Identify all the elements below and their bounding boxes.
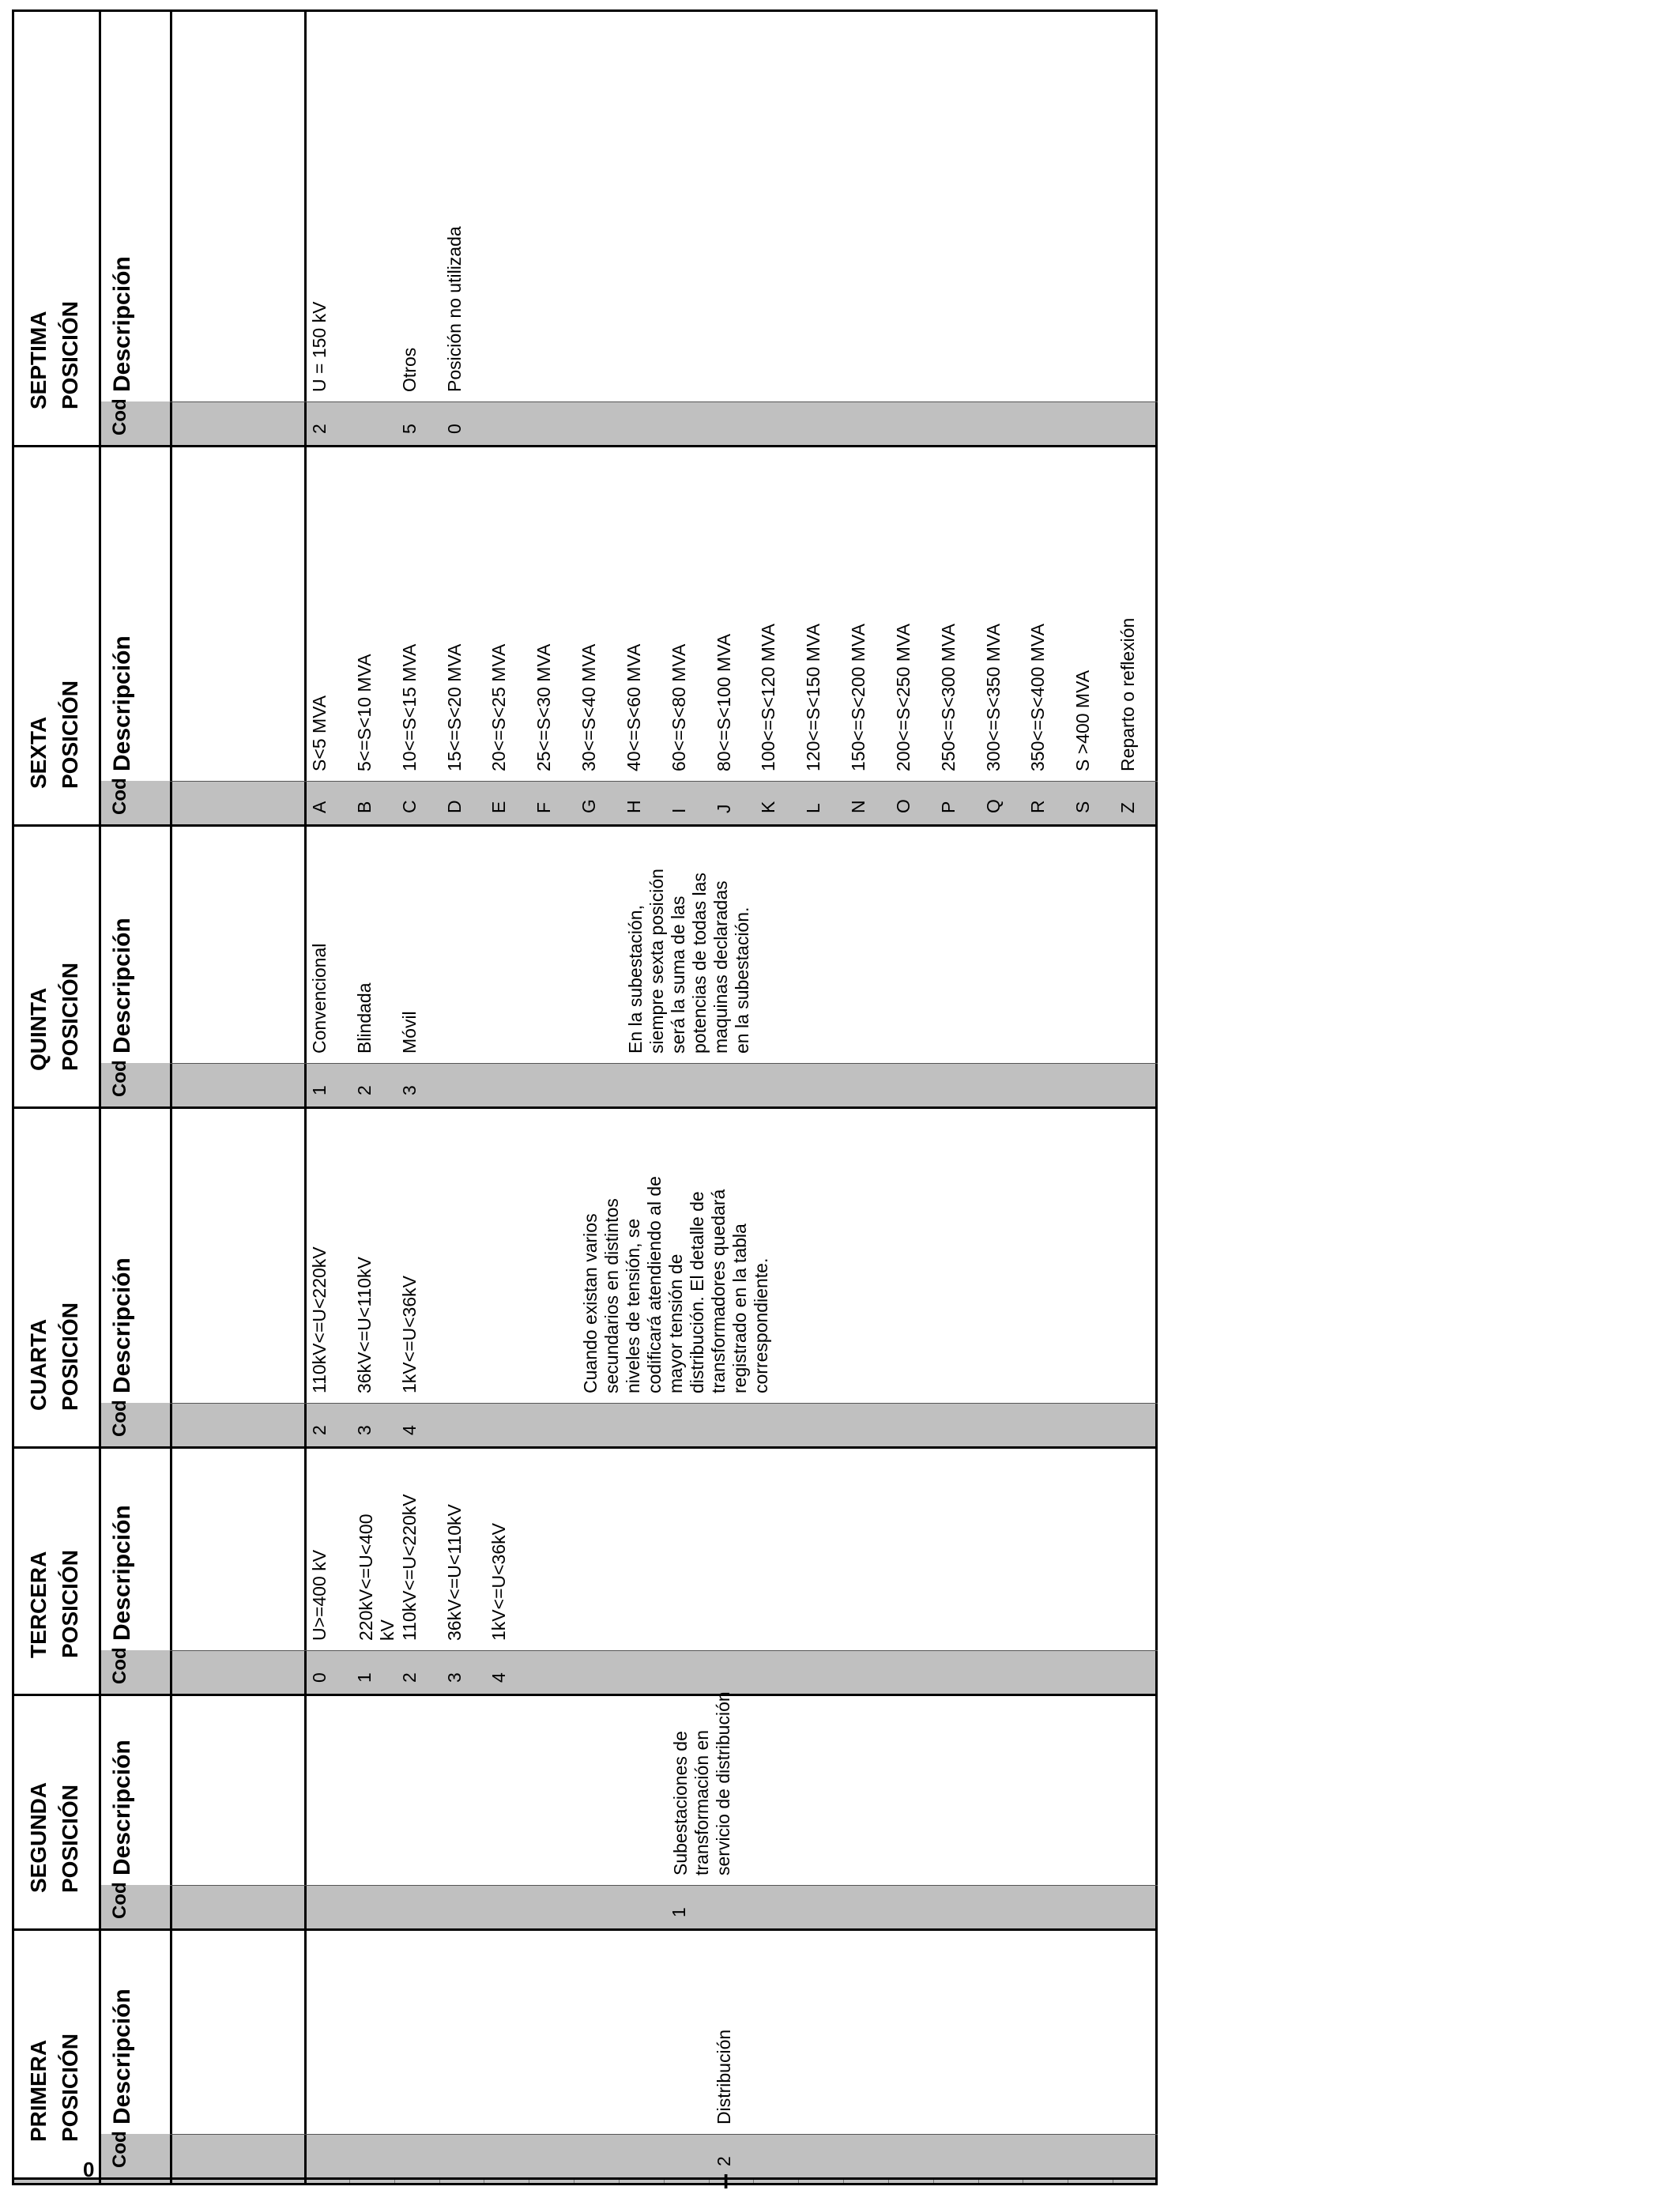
code-cell: N [848,800,868,813]
desc-cell: 20<=S<25 MVA [488,643,509,771]
code-cell: 3 [444,1672,465,1683]
cod-header: Cod [109,398,130,435]
desc-cell: 110kV<=U<220kV [309,1246,330,1393]
corner-label: 0 [83,2158,95,2181]
desc-cell: 350<=S<400 MVA [1027,624,1048,771]
note-cell: En la subestación, siempre sexta posición será la suma de las potencias de todas las maquinas declaradas en la subestación. [625,869,752,1054]
cod-header: Cod [109,1882,130,1919]
code-cell: 2 [399,1672,420,1683]
code-cell: S [1072,801,1093,813]
code-cell: 0 [444,424,465,434]
section-divider [12,445,1158,447]
cod-header: Cod [109,778,130,815]
cod-column-shade [99,2134,1158,2177]
code-cell: B [354,801,375,813]
divider-header [99,9,101,2185]
desc-cell: S<5 MVA [309,695,330,771]
section-divider [12,2177,1158,2180]
divider-body [304,9,307,2185]
cod-divider [170,1885,1158,1886]
desc-cell: 36kV<=U<110kV [444,1504,465,1641]
desc-cell: 30<=S<40 MVA [578,643,599,771]
code-cell: Z [1117,801,1138,813]
desc-cell: Distribución [714,2029,734,2124]
code-cell: 2 [309,424,330,434]
desc-cell: Blindada [354,982,375,1054]
desc-cell: S >400 MVA [1072,669,1093,771]
frame-right [1155,9,1158,2185]
desc-cell: Posición no utilizada [444,226,465,392]
desc-cell: U = 150 kV [309,301,330,392]
code-cell: J [714,804,734,813]
code-cell: P [938,801,959,813]
code-cell: 5 [399,424,420,434]
code-cell: 1 [669,1907,689,1917]
desc-cell: 5<=S<10 MVA [354,654,375,771]
desc-cell: 36kV<=U<110kV [354,1257,375,1393]
code-cell: C [399,800,420,813]
cod-divider [170,1063,1158,1064]
code-cell: 0 [309,1672,330,1683]
code-cell: 2 [714,2156,734,2166]
desc-cell: 1kV<=U<36kV [399,1276,420,1393]
section-divider [12,1694,1158,1696]
cod-column-shade [99,1650,1158,1694]
code-cell: 2 [354,1085,375,1095]
desc-cell: 25<=S<30 MVA [533,643,554,771]
section-title: SEXTA [26,716,51,789]
row-label: I [723,2169,729,2193]
section-title: PRIMERA [26,2039,51,2142]
section-subtitle: POSICIÓN [58,1785,82,1893]
desc-header: Descripción [109,918,135,1054]
frame-left [12,9,14,2185]
desc-cell: 120<=S<150 MVA [803,624,823,771]
section-subtitle: POSICIÓN [58,301,82,409]
cod-header: Cod [109,2131,130,2168]
desc-cell: 110kV<=U<220kV [399,1494,420,1641]
code-cell: 3 [399,1085,420,1095]
desc-header: Descripción [109,1257,135,1393]
desc-cell: 220kV<=U<400 kV [356,1514,397,1641]
code-cell: 2 [309,1425,330,1435]
section-subtitle: POSICIÓN [58,1550,82,1658]
note-cell: Cuando existan varios secundarios en distintos niveles de tensión, se codificará atendiendo al de mayor tensión de distribución. El detalle de transformadores quedará registrado en la tabla correspondiente. [580,1176,771,1393]
desc-cell: 250<=S<300 MVA [938,624,959,771]
desc-header: Descripción [109,635,135,771]
section-subtitle: POSICIÓN [58,1302,82,1411]
desc-header: Descripción [109,1740,135,1875]
desc-cell: 40<=S<60 MVA [623,643,644,771]
desc-cell: 100<=S<120 MVA [758,624,778,771]
section-title: CUARTA [26,1318,51,1411]
code-cell: 1 [354,1672,375,1683]
cod-header: Cod [109,1400,130,1437]
cod-divider [170,1650,1158,1651]
code-cell: G [578,799,599,813]
desc-header: Descripción [109,1989,135,2124]
section-divider [12,1446,1158,1449]
section-title: SEPTIMA [26,311,51,409]
desc-cell: Subestaciones de transformación en servicio de distribución [670,1691,733,1875]
section-title: QUINTA [26,987,51,1071]
section-subtitle: POSICIÓN [58,963,82,1071]
cod-column-shade [99,1885,1158,1928]
code-cell: D [444,800,465,813]
desc-cell: Otros [399,347,420,392]
code-cell: I [669,808,689,813]
code-cell: E [488,801,509,813]
code-cell: 3 [354,1425,375,1435]
desc-cell: 80<=S<100 MVA [714,633,734,771]
desc-cell: 60<=S<80 MVA [669,643,689,771]
code-cell: K [758,801,778,813]
divider-subheader [170,9,172,2185]
desc-cell: Móvil [399,1011,420,1054]
desc-cell: 15<=S<20 MVA [444,643,465,771]
frame-bottom [12,2183,1158,2185]
code-cell: 4 [399,1425,420,1435]
desc-cell: Convencional [309,943,330,1054]
code-cell: O [893,799,913,813]
desc-cell: 150<=S<200 MVA [848,624,868,771]
section-title: TERCERA [26,1551,51,1658]
cod-header: Cod [109,1060,130,1097]
desc-cell: 10<=S<15 MVA [399,643,420,771]
section-divider [12,1928,1158,1931]
desc-cell: 200<=S<250 MVA [893,624,913,771]
section-divider [12,824,1158,827]
section-subtitle: POSICIÓN [58,2034,82,2142]
desc-cell: Reparto o reflexión [1117,617,1138,771]
cod-column-shade [99,401,1158,445]
cod-header: Cod [109,1647,130,1684]
cod-divider [170,1403,1158,1404]
desc-header: Descripción [109,1505,135,1641]
code-cell: F [533,801,554,813]
code-cell: R [1027,800,1048,813]
code-cell: L [803,803,823,813]
desc-cell: 1kV<=U<36kV [488,1523,509,1641]
desc-cell: U>=400 kV [309,1549,330,1641]
section-divider [12,1106,1158,1109]
cod-column-shade [99,1403,1158,1446]
frame-top [12,9,1158,12]
code-cell: H [623,800,644,813]
section-subtitle: POSICIÓN [58,680,82,789]
code-cell: Q [983,799,1004,813]
desc-cell: 300<=S<350 MVA [983,624,1004,771]
code-cell: 1 [309,1085,330,1095]
cod-divider [170,781,1158,782]
section-title: SEGUNDA [26,1781,51,1893]
cod-divider [170,2134,1158,2135]
cod-column-shade [99,1063,1158,1106]
cod-divider [170,401,1158,402]
desc-header: Descripción [109,256,135,392]
code-cell: 4 [488,1672,509,1683]
code-cell: A [309,801,330,813]
